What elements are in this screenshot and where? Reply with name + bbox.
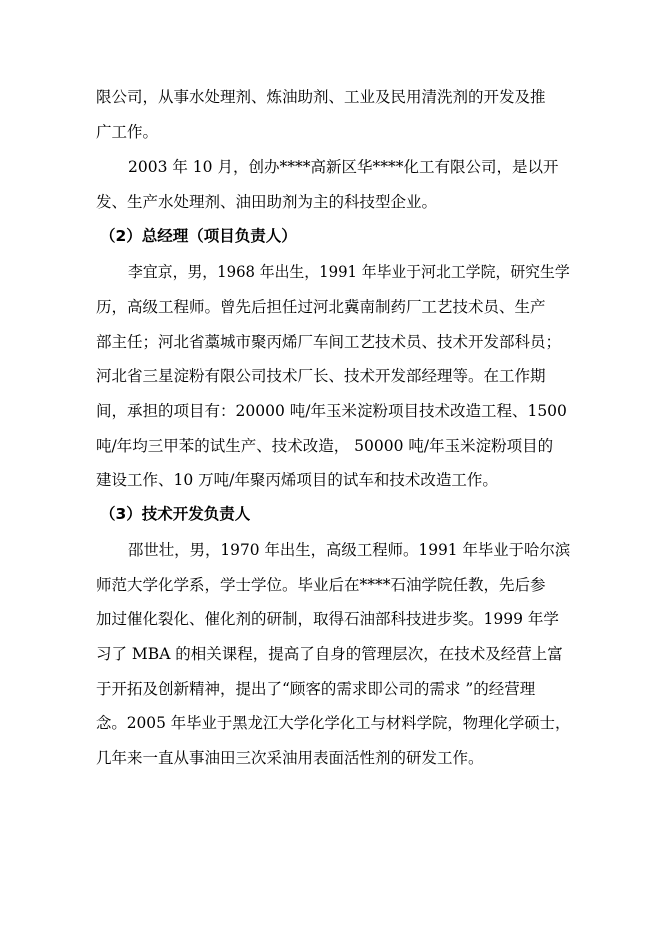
body-text-line: 限公司，从事水处理剂、炼油助剂、工业及民用清洗剂的开发及推 — [96, 88, 546, 106]
section-heading-general-manager: （2）总经理（项目负责人） — [100, 227, 297, 245]
body-text-line: 发、生产水处理剂、油田助剂为主的科技型企业。 — [96, 193, 438, 211]
body-text-line: 师范大学化学系，学士学位。毕业后在****石油学院任教，先后参 — [96, 576, 546, 594]
body-text-line: 于开拓及创新精神，提出了“顾客的需求即公司的需求 ”的经营理 — [96, 680, 536, 698]
section-heading-tech-dev: （3）技术开发负责人 — [100, 505, 251, 523]
body-text-line: 加过催化裂化、催化剂的研制，取得石油部科技进步奖。1999 年学 — [96, 610, 559, 628]
body-text-line: 邵世壮，男，1970 年出生，高级工程师。1991 年毕业于哈尔滨 — [128, 541, 571, 559]
body-text-line: 部主任；河北省藁城市聚丙烯厂车间工艺技术员、技术开发部科员； — [96, 333, 562, 351]
body-text-line: 河北省三星淀粉有限公司技术厂长、技术开发部经理等。在工作期 — [96, 367, 546, 385]
body-text-line: 历，高级工程师。曾先后担任过河北冀南制药厂工艺技术员、生产 — [96, 298, 546, 316]
body-text-line: 念。2005 年毕业于黑龙江大学化学化工与材料学院，物理化学硕士， — [96, 714, 571, 732]
body-text-line: 2003 年 10 月，创办****高新区华****化工有限公司，是以开 — [128, 158, 559, 176]
body-text-line: 习了 MBA 的相关课程，提高了自身的管理层次，在技术及经营上富 — [96, 645, 563, 663]
body-text-line: 广工作。 — [96, 123, 159, 141]
body-text-line: 李宜京，男，1968 年出生，1991 年毕业于河北工学院，研究生学 — [128, 263, 570, 281]
body-text-line: 吨/年均三甲苯的试生产、技术改造， 50000 吨/年玉米淀粉项目的 — [96, 437, 554, 455]
body-text-line: 几年来一直从事油田三次采油用表面活性剂的研发工作。 — [96, 749, 484, 767]
body-text-line: 建设工作、10 万吨/年聚丙烯项目的试车和技术改造工作。 — [96, 471, 498, 489]
body-text-line: 间，承担的项目有：20000 吨/年玉米淀粉项目技术改造工程、1500 — [96, 402, 567, 420]
